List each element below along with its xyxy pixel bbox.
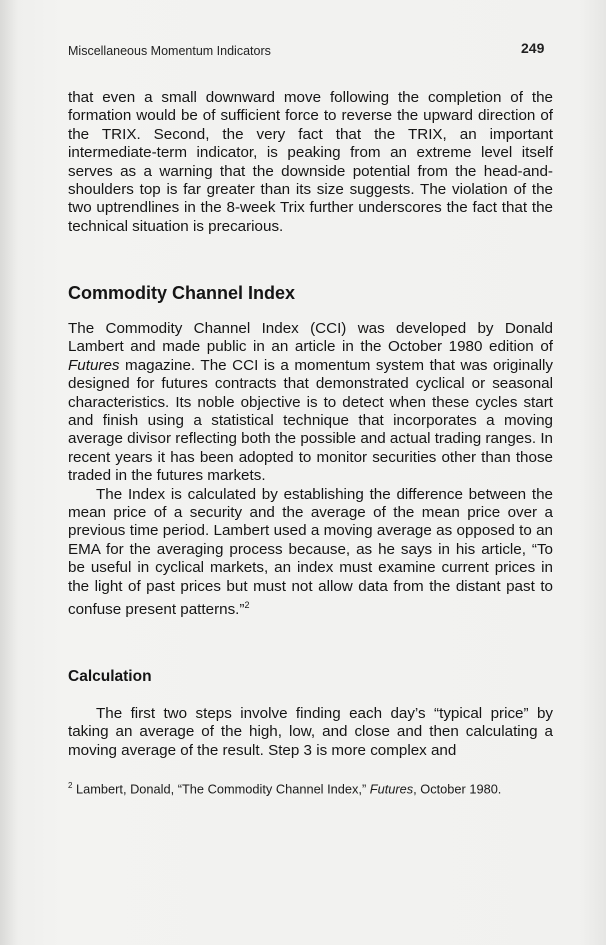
running-head: Miscellaneous Momentum Indicators bbox=[68, 44, 271, 58]
footnote-number: 2 bbox=[68, 781, 73, 790]
opening-paragraph bbox=[68, 89, 553, 236]
paragraph-text: magazine. The CCI is a momentum system that was originally designed for futures contracts that demonstrated cyclical or seasonal characteristics. Its noble objective is to detect when these cycles start and finish using a statistical technique that incorporates a moving average divisor reflecting both the possible and actual trading ranges. In recent years it has been adopted to monitor securities other than those traded in the futures markets. bbox=[68, 356, 553, 485]
page-number: 249 bbox=[521, 40, 545, 56]
cci-paragraph-1 bbox=[68, 320, 553, 486]
footnote-text-end: , October 1980. bbox=[413, 781, 502, 797]
paragraph-text: The Index is calculated by establishing the difference between the mean price of a security and the average of the mean price over a previous time period. Lambert used a moving average as opposed to an EMA for the averaging process because, as he says in his article, “To be useful in cyclical markets, an index must examine current prices in the light of past prices but must not allow data from the distant past to confuse present patterns.” bbox=[68, 485, 553, 619]
footnote-text: Lambert, Donald, “The Commodity Channel Index,” bbox=[72, 781, 370, 797]
paragraph-text: The Commodity Channel Index (CCI) was developed by Donald Lambert and made public in an article in the October 1980 edition of bbox=[68, 320, 553, 356]
section-heading-cci: Commodity Channel Index bbox=[68, 283, 296, 303]
section-heading-calculation: Calculation bbox=[68, 668, 152, 685]
footnote-reference: 2 bbox=[244, 600, 250, 611]
footnote bbox=[68, 781, 501, 796]
calculation-body bbox=[68, 705, 553, 760]
cci-paragraph-2 bbox=[68, 486, 553, 620]
italic-title: Futures bbox=[68, 356, 120, 374]
calculation-paragraph: The first two steps involve finding each day’s “typical price” by taking an average of the high, low, and close and then calculating a moving average of the result. Step 3 is more complex and bbox=[68, 705, 553, 759]
cci-section-body bbox=[68, 320, 553, 620]
footnote-italic: Futures bbox=[369, 781, 414, 797]
paragraph-text: that even a small downward move following the completion of the formation would be of sufficient force to reverse the upward direction of the TRIX. Second, the very fact that the TRIX, an important intermediate-term indicator, is peaking from an extreme level itself serves as a warning that the downside potential from the head-and-shoulders top is far greater than its size suggests. The violation of the two uptrendlines in the 8-week Trix further underscores the fact that the technical situation is precarious. bbox=[68, 89, 553, 235]
